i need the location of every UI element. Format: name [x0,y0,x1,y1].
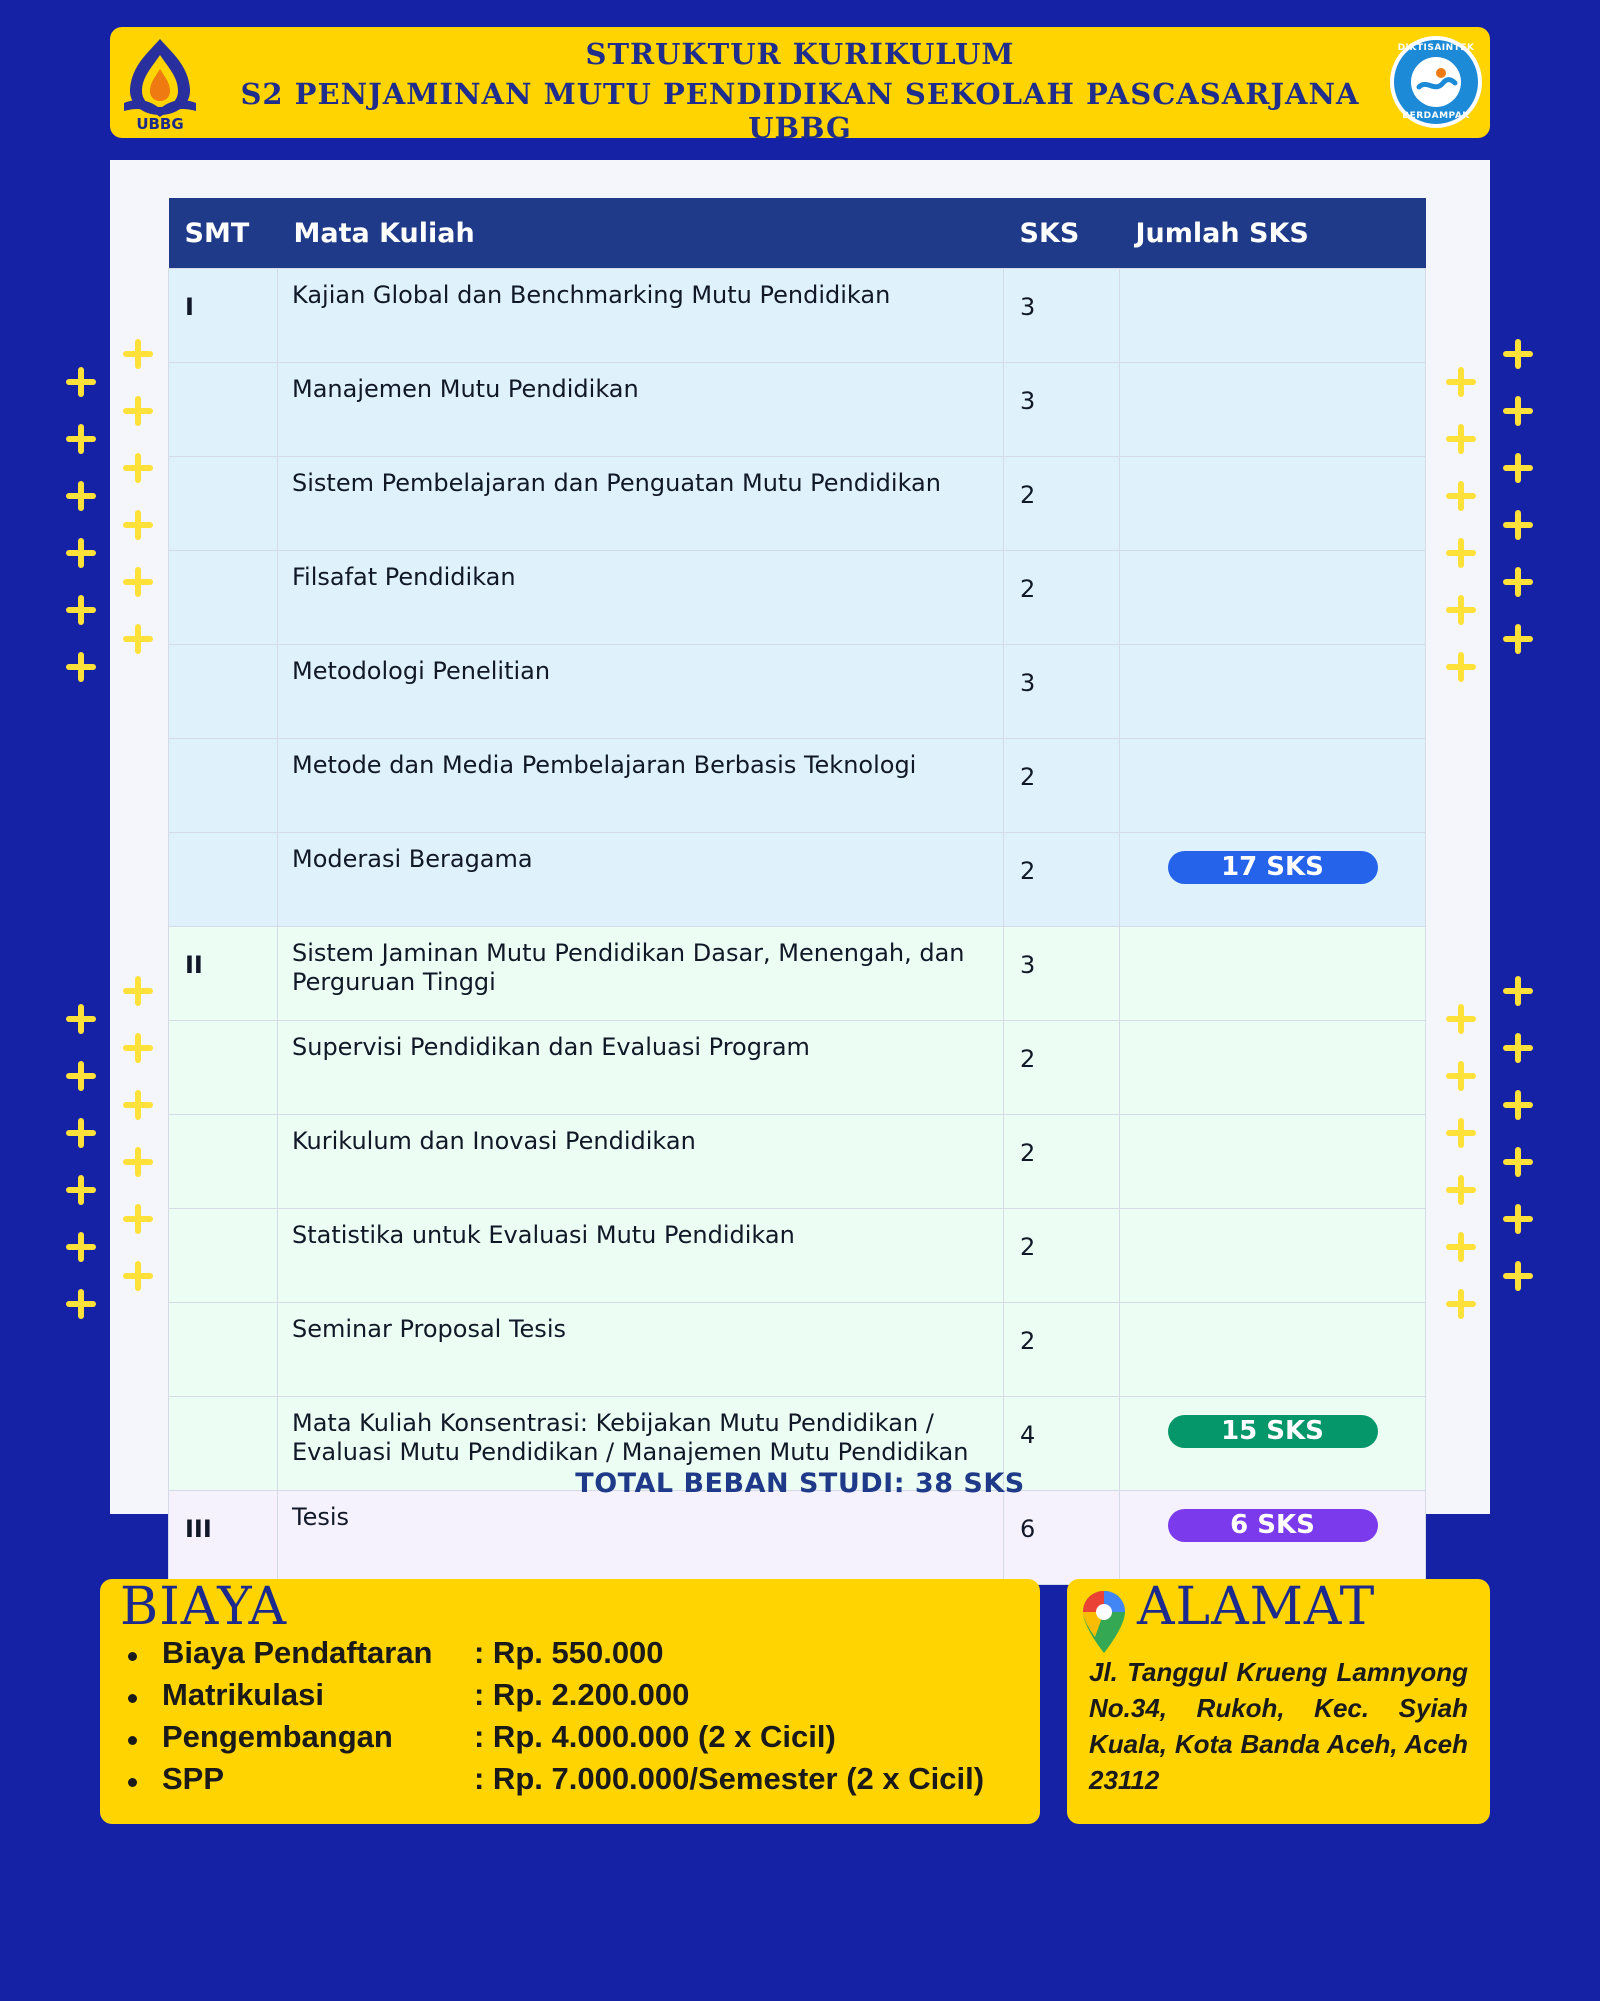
semester-cell: II [169,927,278,1021]
table-row [169,1209,1426,1303]
biaya-title: BIAYA [120,1577,288,1637]
fee-name: SPP [162,1761,225,1796]
address-text: Jl. Tanggul Krueng Lamnyong No.34, Rukoh, Kec. Syiah Kuala, Kota Banda Aceh, Aceh 23112 [1089,1657,1468,1795]
plus-icon [66,1118,96,1148]
plus-icon [66,367,96,397]
logo-text: UBBG [136,115,184,133]
course-cell: Tesis [278,1491,1004,1585]
table-row [169,1303,1426,1397]
plus-icon [123,1204,153,1234]
plus-icon [1503,1147,1533,1177]
jumlah-sks-cell [1120,269,1426,363]
jumlah-sks-cell [1120,1021,1426,1115]
jumlah-sks-cell [1120,645,1426,739]
course-cell: Metodologi Penelitian [278,645,1004,739]
sks-cell: 3 [1004,645,1120,739]
total-study-load: TOTAL BEBAN STUDI: 38 SKS [575,1468,1025,1499]
semester-cell [169,739,278,833]
plus-icon [66,1061,96,1091]
plus-icon [1503,1261,1533,1291]
col-header-jumlah-sks: Jumlah SKS [1120,198,1426,269]
sks-cell: 3 [1004,363,1120,457]
table-header-row [169,198,1426,269]
sks-cell: 2 [1004,457,1120,551]
jumlah-sks-cell [1120,1209,1426,1303]
course-cell: Manajemen Mutu Pendidikan [278,363,1004,457]
fee-name: Pengembangan [162,1719,393,1754]
semester-cell [169,1115,278,1209]
fee-value: : Rp. 550.000 [474,1635,664,1670]
plus-icon [1446,1175,1476,1205]
plus-icon [1503,396,1533,426]
plus-icon [123,510,153,540]
course-cell: Kurikulum dan Inovasi Pendidikan [278,1115,1004,1209]
plus-icon [66,595,96,625]
jumlah-sks-cell [1120,457,1426,551]
plus-icon [123,396,153,426]
curriculum-table [168,198,1426,1585]
fee-name: Biaya Pendaftaran [162,1635,433,1670]
semester-cell [169,551,278,645]
semester-cell: III [169,1491,278,1585]
sks-cell: 2 [1004,1115,1120,1209]
course-cell: Statistika untuk Evaluasi Mutu Pendidikan [278,1209,1004,1303]
badge-bottom-text: BERDAMPAK [1402,111,1470,121]
plus-icon [1446,595,1476,625]
plus-icon [1446,1118,1476,1148]
wave-icon [1411,57,1461,107]
course-cell: Metode dan Media Pembelajaran Berbasis Teknologi [278,739,1004,833]
course-cell: Moderasi Beragama [278,833,1004,927]
sks-cell: 2 [1004,1209,1120,1303]
table-row [169,1021,1426,1115]
semester-cell [169,645,278,739]
map-pin-icon [1081,1589,1127,1655]
table-row [169,457,1426,551]
course-cell: Seminar Proposal Tesis [278,1303,1004,1397]
alamat-box [1067,1579,1490,1824]
jumlah-sks-badge: 6 SKS [1168,1509,1378,1542]
course-cell: Kajian Global dan Benchmarking Mutu Pendidikan [278,269,1004,363]
sks-cell: 6 [1004,1491,1120,1585]
plus-icon [123,1261,153,1291]
plus-icon [123,453,153,483]
bullet-icon [128,1736,137,1745]
plus-icon [66,481,96,511]
plus-icon [1446,1289,1476,1319]
plus-icon [1446,1004,1476,1034]
plus-icon [123,624,153,654]
semester-cell [169,1021,278,1115]
plus-icon [123,567,153,597]
fee-value: : Rp. 7.000.000/Semester (2 x Cicil) [474,1761,985,1796]
plus-icon [1503,624,1533,654]
semester-cell [169,457,278,551]
plus-icon [123,339,153,369]
plus-icon [1446,367,1476,397]
biaya-box [100,1579,1040,1824]
sks-cell: 2 [1004,739,1120,833]
jumlah-sks-badge: 17 SKS [1168,851,1378,884]
plus-icon [66,652,96,682]
sks-cell: 2 [1004,551,1120,645]
jumlah-sks-badge: 15 SKS [1168,1415,1378,1448]
course-cell: Sistem Pembelajaran dan Penguatan Mutu Pendidikan [278,457,1004,551]
plus-icon [66,1175,96,1205]
fee-name: Matrikulasi [162,1677,324,1712]
diktisaintek-badge-icon [1390,36,1482,128]
bullet-icon [128,1694,137,1703]
plus-icon [1446,1061,1476,1091]
plus-icon [1503,453,1533,483]
semester-cell [169,1209,278,1303]
jumlah-sks-cell [1120,927,1426,1021]
col-header-smt: SMT [169,198,278,269]
table-row [169,551,1426,645]
plus-icon [1503,510,1533,540]
plus-icon [66,424,96,454]
jumlah-sks-cell [1120,1303,1426,1397]
sks-cell: 3 [1004,269,1120,363]
table-row [169,1115,1426,1209]
jumlah-sks-cell [1120,551,1426,645]
plus-icon [1503,567,1533,597]
jumlah-sks-cell [1120,1115,1426,1209]
header-banner [110,27,1490,145]
plus-icon [123,1090,153,1120]
fee-value: : Rp. 4.000.000 (2 x Cicil) [474,1719,836,1754]
jumlah-sks-cell [1120,739,1426,833]
alamat-title: ALAMAT [1137,1577,1376,1637]
fee-value: : Rp. 2.200.000 [474,1677,690,1712]
table-row [169,927,1426,1021]
plus-icon [1446,424,1476,454]
plus-icon [66,1289,96,1319]
table-row [169,269,1426,363]
table-row [169,1491,1426,1585]
plus-icon [1503,1204,1533,1234]
sks-cell: 2 [1004,1021,1120,1115]
bullet-icon [128,1778,137,1787]
plus-icon [1503,1033,1533,1063]
jumlah-sks-cell [1120,833,1426,927]
plus-icon [1503,339,1533,369]
plus-icon [1446,538,1476,568]
plus-icon [1446,652,1476,682]
sks-cell: 4 [1004,1397,1120,1491]
course-cell: Sistem Jaminan Mutu Pendidikan Dasar, Menengah, dan Perguruan Tinggi [278,927,1004,1021]
semester-cell [169,1303,278,1397]
table-row [169,363,1426,457]
plus-icon [66,538,96,568]
plus-icon [123,1033,153,1063]
table-row [169,739,1426,833]
sks-cell: 2 [1004,1303,1120,1397]
jumlah-sks-cell [1120,1491,1426,1585]
plus-icon [1503,1090,1533,1120]
badge-top-text: DIKTISAINTEK [1397,43,1475,53]
table-row [169,833,1426,927]
bullet-icon [128,1652,137,1661]
header-subtitle: S2 PENJAMINAN MUTU PENDIDIKAN SEKOLAH PASCASARJANA UBBG [240,77,1360,145]
curriculum-panel [110,160,1490,1543]
semester-cell [169,833,278,927]
sks-cell: 3 [1004,927,1120,1021]
plus-icon [123,976,153,1006]
col-header-mata-kuliah: Mata Kuliah [278,198,1004,269]
plus-icon [1503,976,1533,1006]
plus-icon [1446,1232,1476,1262]
plus-icon [66,1004,96,1034]
header-title: STRUKTUR KURIKULUM [585,37,1015,71]
course-cell: Filsafat Pendidikan [278,551,1004,645]
jumlah-sks-cell [1120,363,1426,457]
sks-cell: 2 [1004,833,1120,927]
course-cell: Mata Kuliah Konsentrasi: Kebijakan Mutu Pendidikan / Evaluasi Mutu Pendidikan / Manajemen Mutu Pendidikan [278,1397,1004,1491]
course-cell: Supervisi Pendidikan dan Evaluasi Program [278,1021,1004,1115]
semester-cell [169,363,278,457]
plus-icon [66,1232,96,1262]
col-header-sks: SKS [1004,198,1120,269]
plus-icon [123,1147,153,1177]
semester-cell: I [169,269,278,363]
table-row [169,645,1426,739]
plus-icon [1446,481,1476,511]
